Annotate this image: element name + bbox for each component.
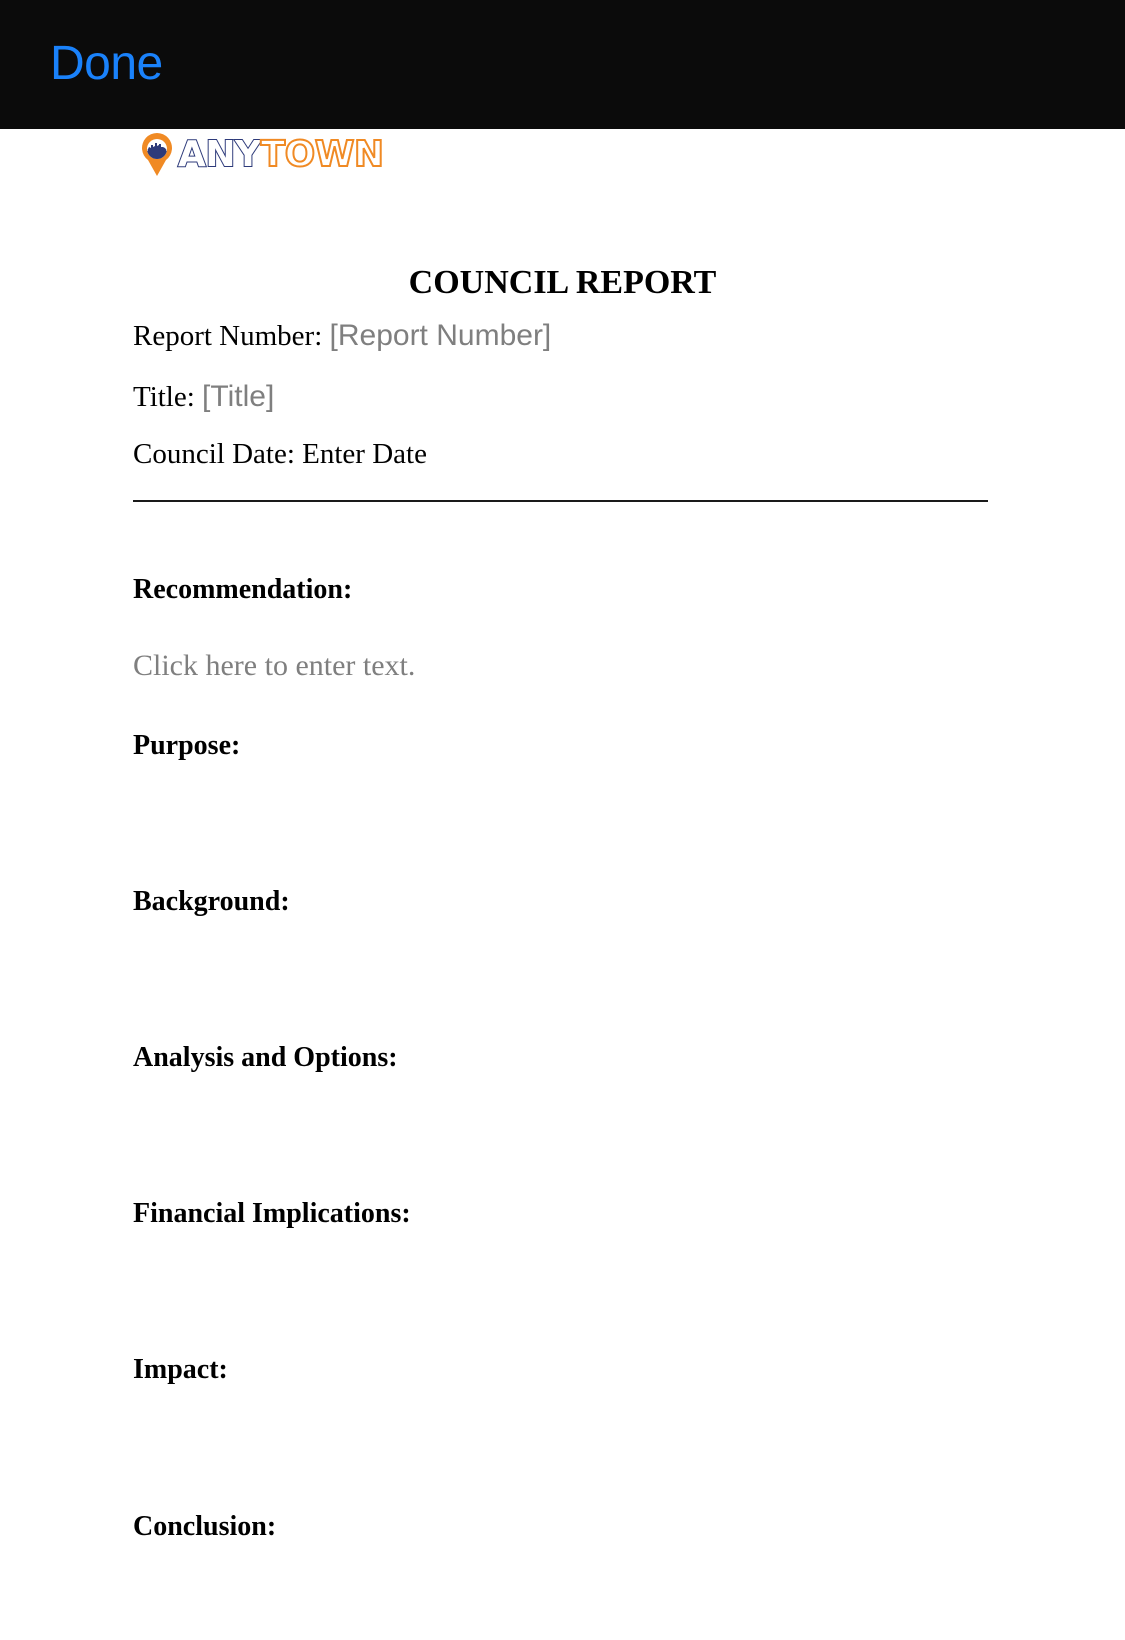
anytown-logo xyxy=(140,133,384,177)
conclusion-text-area[interactable] xyxy=(133,1550,988,1640)
document-page xyxy=(0,129,1125,1620)
council-date-field[interactable]: Enter Date xyxy=(302,438,427,470)
section-heading-impact: Impact: xyxy=(133,1354,228,1385)
section-heading-analysis: Analysis and Options: xyxy=(133,1042,398,1073)
purpose-text-area[interactable] xyxy=(133,769,988,859)
impact-text-area[interactable] xyxy=(133,1393,988,1483)
report-number-row xyxy=(133,318,551,354)
report-number-label: Report Number: xyxy=(133,320,323,352)
section-heading-purpose: Purpose: xyxy=(133,730,241,761)
section-heading-recommendation: Recommendation: xyxy=(133,574,353,605)
logo-text-town: TOWN xyxy=(260,134,384,175)
financial-text-area[interactable] xyxy=(133,1237,988,1327)
report-number-field[interactable]: [Report Number] xyxy=(329,319,552,352)
document-title: COUNCIL REPORT xyxy=(408,264,717,301)
section-heading-financial: Financial Implications: xyxy=(133,1198,411,1229)
title-row xyxy=(133,379,274,415)
done-button[interactable]: Done xyxy=(50,37,163,90)
council-date-label: Council Date: xyxy=(133,438,295,470)
title-label: Title: xyxy=(133,381,195,413)
background-text-area[interactable] xyxy=(133,925,988,1015)
section-heading-background: Background: xyxy=(133,886,290,917)
top-toolbar xyxy=(0,0,1125,129)
section-heading-conclusion: Conclusion: xyxy=(133,1511,277,1542)
recommendation-text-field[interactable]: Click here to enter text. xyxy=(133,649,416,682)
logo-text-any: ANY xyxy=(178,134,261,175)
council-date-row xyxy=(133,436,427,472)
header-divider xyxy=(133,500,988,502)
analysis-text-area[interactable] xyxy=(133,1081,988,1171)
map-pin-icon xyxy=(140,133,174,177)
title-field[interactable]: [Title] xyxy=(202,380,275,413)
